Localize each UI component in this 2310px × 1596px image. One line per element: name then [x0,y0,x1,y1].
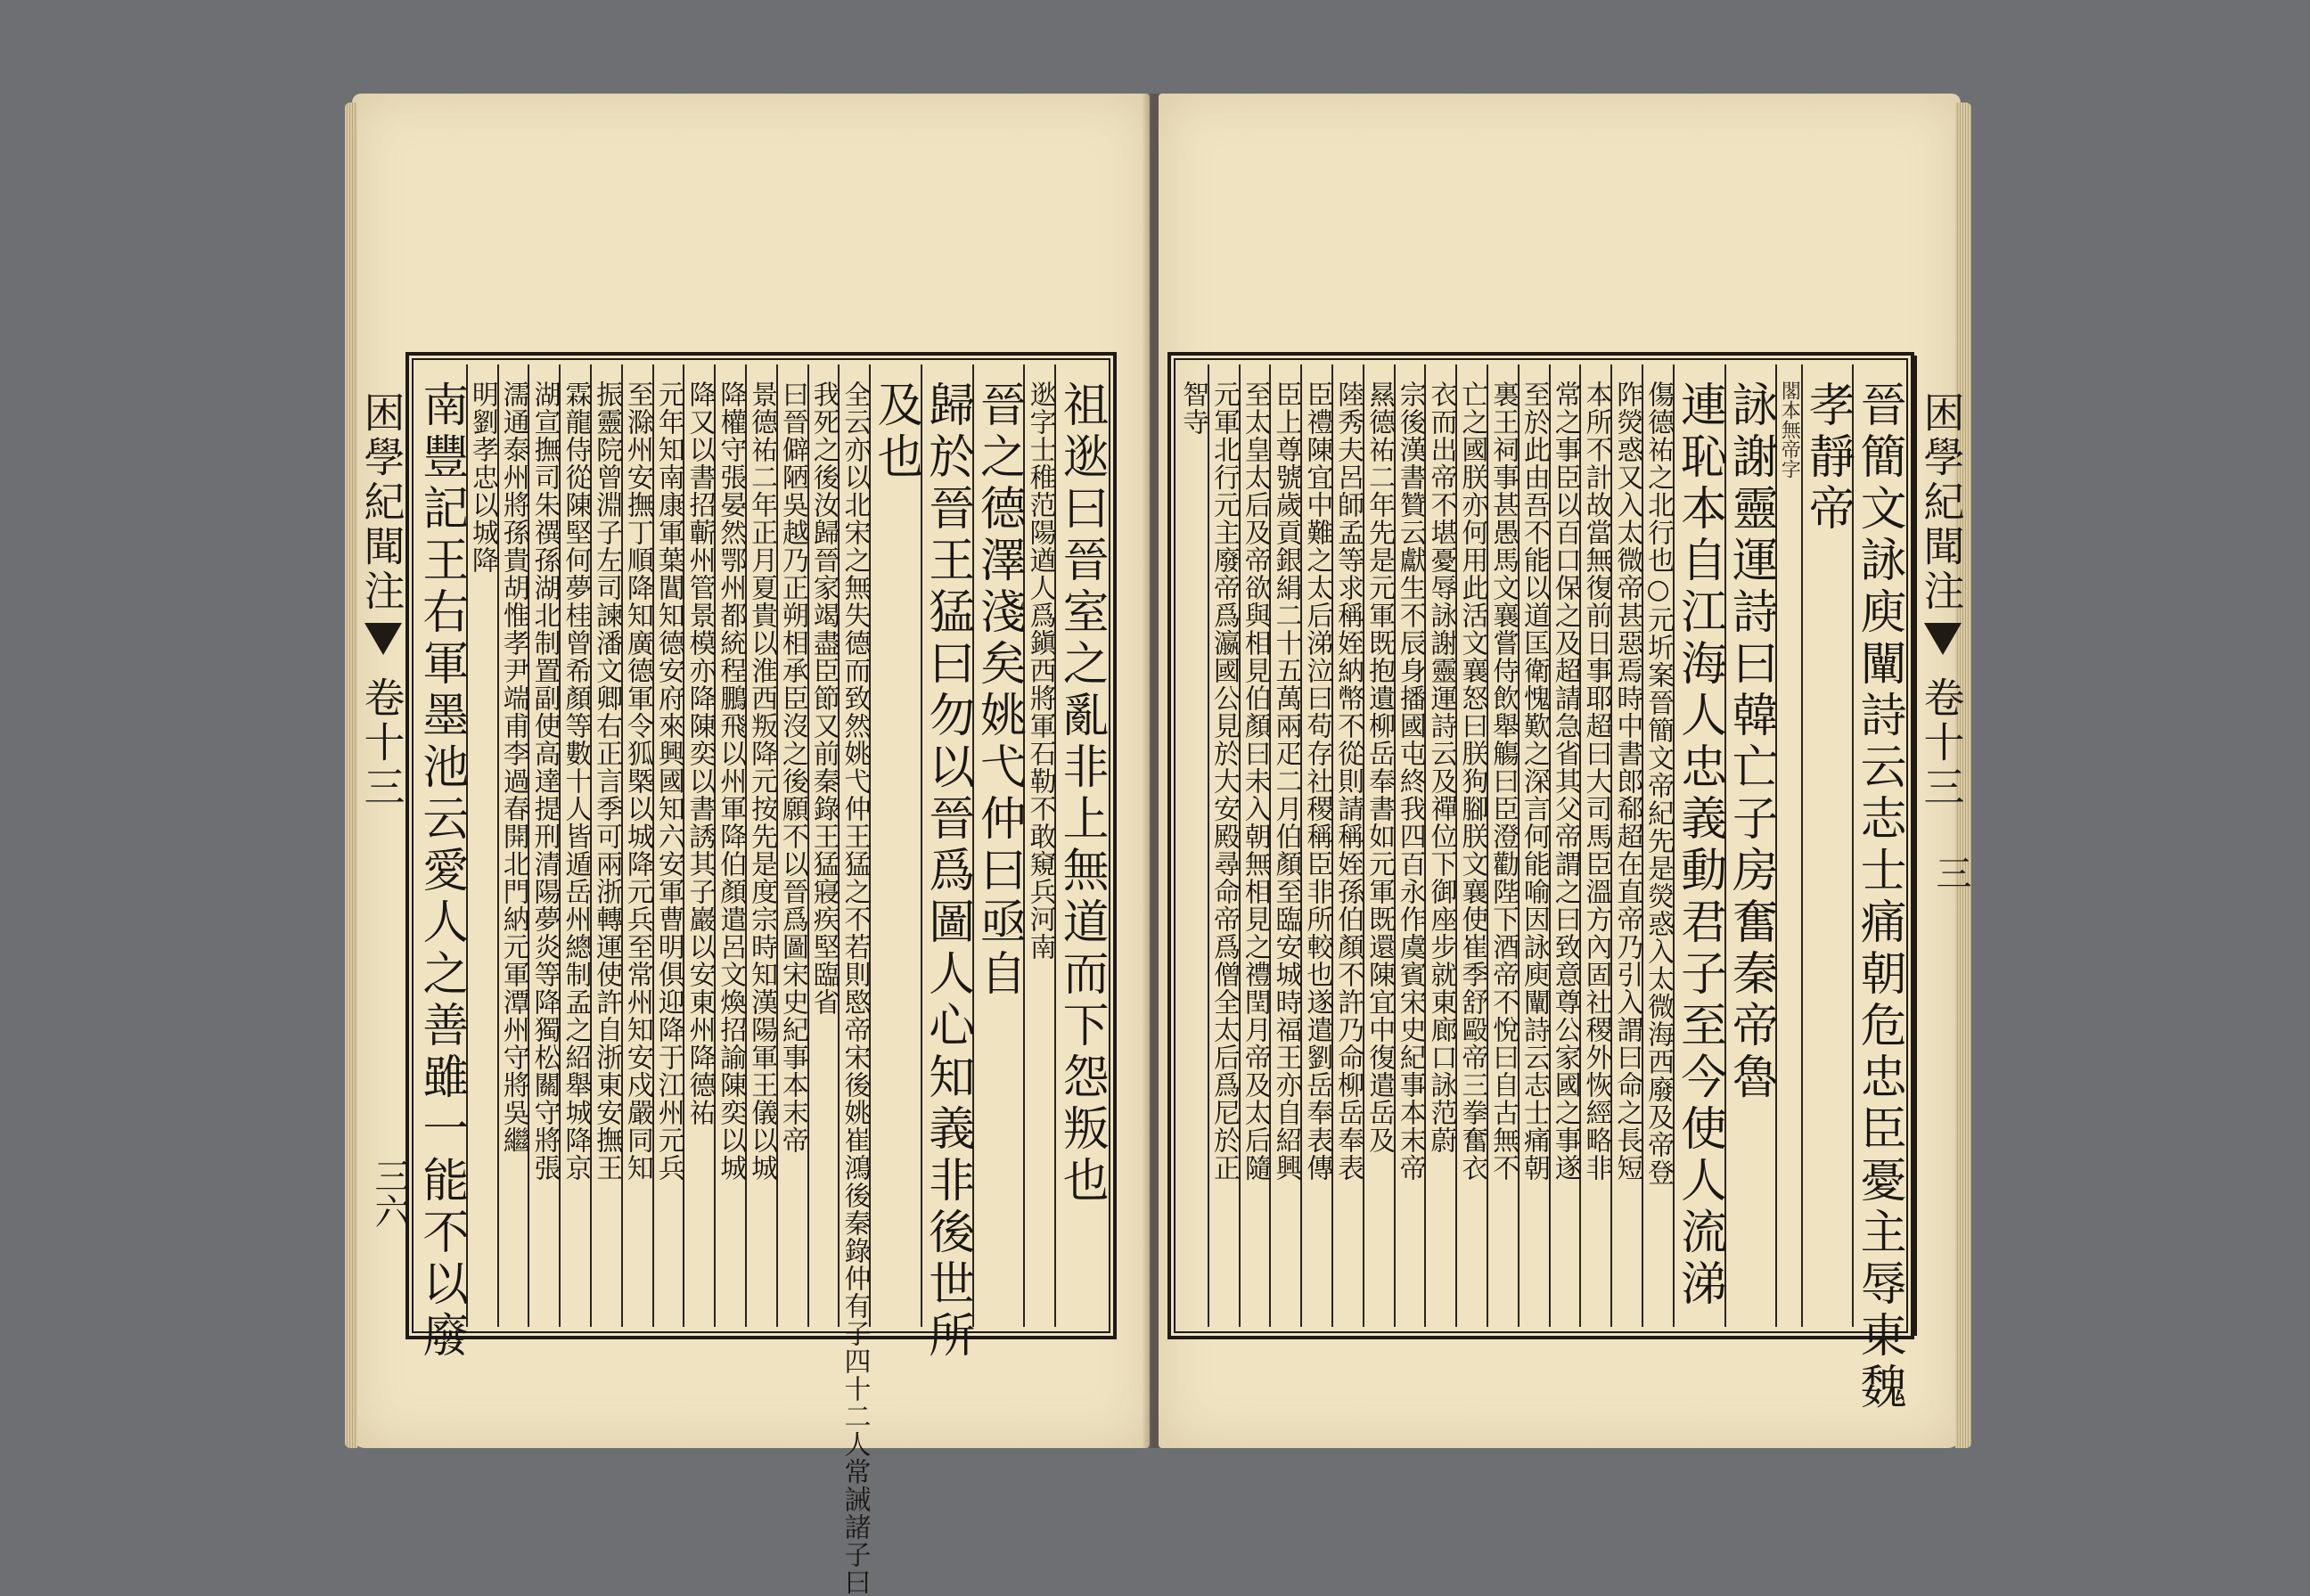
text-column [1518,364,1549,1327]
commentary-text: 傷德祐之北行也○元圻案晉簡文帝紀先是熒惑入太微海西廢及帝登 [1642,381,1675,1186]
commentary-text: 降又以書招蘄州管景模亦降陳奕以書誘其子巖以安東州降德祐 [684,381,716,1126]
text-column [1801,364,1853,1327]
text-column [1054,364,1109,1327]
text-column [972,364,1024,1327]
text-column [1487,364,1518,1327]
right-text-frame [1167,352,1971,1414]
left-banxin [357,356,409,1336]
commentary-text: 本所不計故當無復前日事耶超曰大司馬臣溫方內固社稷外恢經略非 [1580,381,1612,1182]
banxin-volume: 卷十三 [1917,676,1966,810]
commentary-text: 臣上尊號歲貢銀絹二十五萬兩疋二月伯顏至臨安城時福王亦自紹興 [1270,381,1302,1182]
text-column [1178,364,1208,1327]
text-column [1724,364,1776,1327]
text-column [1424,364,1455,1327]
text-column [1300,364,1331,1327]
text-column [745,364,776,1327]
main-text: 孝靜帝 [1800,381,1855,536]
commentary-text: 我死之後汝歸晉家竭盡臣節又前秦錄王猛寢疾堅臨省 [807,381,840,1016]
commentary-text: 振靈院曾淵子左司諫潘文卿右正言季可兩浙轉運使許自浙東安撫王 [591,381,623,1182]
commentary-text: 全云亦以北宋之無失德而致然姚弋仲王猛之不若則愍帝宋後姚崔鴻後秦錄仲有子四十二人常誡諸子曰 [839,381,871,1596]
banxin-title: 困學紀聞注 [1917,391,1966,614]
banxin-volume: 卷十三 [357,676,406,810]
commentary-text: 元年知南康軍葉閶知德安府來興國知六安軍曹明俱迎降于江州元兵 [652,381,684,1182]
right-columns [1177,364,1906,1414]
text-column [683,364,714,1327]
main-text: 歸於晉王猛曰勿以晉爲圖人心知義非後世所 [920,381,974,1363]
commentary-text: 至太皇太后及帝欲與相見伯顏曰未入朝無相見之禮閏月帝及太后隨 [1239,381,1271,1182]
text-column [1455,364,1487,1327]
commentary-text: 霖龍侍從陳堅何夢桂曾希顏等數十人皆遁岳州總制孟之紹舉城降京 [560,381,592,1182]
main-text: 連恥本自江海人忠義動君子至今使人流涕 [1672,381,1726,1311]
text-column [621,364,652,1327]
text-column [838,364,871,1596]
folio-number: 三六 [369,1158,410,1229]
collation-note: 閣本無帝字 [1778,381,1801,479]
right-page [1159,94,1971,1448]
text-column [1775,364,1800,1327]
commentary-text: 阼熒惑又入太微帝甚惡焉時中書郎郗超在直帝乃引入謂曰命之長短 [1611,381,1643,1182]
text-column [869,364,921,1327]
main-text: 及也 [869,381,923,484]
text-column [559,364,590,1327]
text-column [1394,364,1425,1327]
text-column [807,364,839,1327]
commentary-text: 濡通泰州將孫貴胡惟孝尹端甫李過春開北門納元軍潭州守將吳繼 [497,381,529,1154]
text-column [1023,364,1054,1327]
main-text: 南豐記王右軍墨池云愛人之善雖一能不以廢 [414,381,468,1363]
commentary-text: 景德祐二年正月夏貴以淮西叛降元按先是度宗時知漢陽軍王儀以城 [746,381,778,1182]
commentary-text: 亡之國朕亦何用此活文襄怒曰朕狗腳朕文襄使崔季舒毆帝三拳奮衣 [1456,381,1488,1182]
left-page-edge [345,102,357,1448]
text-column [1610,364,1642,1327]
left-columns [414,364,1109,1596]
commentary-text: 㬎德祐二年先是元軍既抱遺柳岳奉書如元軍既還陳宜中復遣岳及 [1363,381,1395,1154]
banxin-title: 困學紀聞注 [357,391,406,614]
main-text: 祖逖曰晉室之亂非上無道而下怨叛也 [1054,381,1109,1207]
commentary-text: 宗後漢書贊云獻生不辰身播國屯終我四百永作虞賓宋史紀事本末帝 [1394,381,1426,1182]
main-text: 晉之德澤淺矣姚弋仲曰亟自 [971,381,1026,1001]
right-banxin [1914,356,1971,1336]
text-column [528,364,559,1327]
commentary-text: 裏王祠事甚愚馬文襄嘗侍飲舉觴曰臣澄勸陛下酒帝不悅曰自古無不 [1487,381,1520,1182]
commentary-text: 至滁州安撫丁順降知廣德軍令狐槩以城降元兵至常州知安戍嚴同知 [621,381,653,1182]
main-text: 晉簡文詠庾闡詩云志士痛朝危忠臣憂主辱東魏 [1852,381,1906,1414]
text-column [1852,364,1906,1414]
commentary-text: 常之事臣以百口保之及超請急省其父帝謂之曰致意尊公家國之事遂 [1549,381,1581,1182]
commentary-text: 臣禮陳宜中難之太后涕泣曰苟存社稷稱臣非所較也遂遣劉岳奉表傳 [1301,381,1333,1182]
left-text-frame [357,352,1117,1596]
text-column [414,364,468,1363]
text-column [1549,364,1580,1327]
commentary-text: 智寺 [1177,381,1209,436]
text-column [590,364,621,1327]
commentary-text: 元軍北行元主廢帝爲瀛國公見於大安殿尋命帝爲僧全太后爲尼於正 [1208,381,1240,1182]
text-column [1331,364,1363,1327]
folio-number: 三 [1930,855,1971,890]
text-column [1579,364,1610,1327]
text-column [776,364,807,1327]
commentary-text: 逖字士稚范陽遒人爲鎭西將軍石勒不敢窺兵河南 [1024,381,1056,961]
commentary-text: 降權守張晏然鄂州都統程鵬飛以州軍降伯顏遣呂文煥招諭陳奕以城 [715,381,747,1182]
commentary-text: 衣而出帝不堪憂辱詠謝靈運詩云及禪位下御座步就東廊口詠范蔚 [1425,381,1457,1154]
text-column [1269,364,1300,1327]
commentary-text: 陸秀夫呂師孟等求稱姪納幣不從則請稱姪孫伯顏不許乃命柳岳奉表 [1332,381,1364,1182]
text-column [714,364,745,1327]
text-column [1239,364,1270,1327]
main-text: 詠謝靈運詩曰韓亡子房奮秦帝魯 [1724,381,1778,1104]
commentary-text: 曰晉僻陋吳越乃正朔相承臣沒之後願不以晉爲圖宋史紀事本末帝 [776,381,808,1154]
open-book [352,94,1971,1596]
text-column [497,364,528,1327]
text-column [1642,364,1673,1327]
text-column [1673,364,1724,1327]
commentary-text: 至於此由吾不能以道匡衛愧歎之深言何能喻因詠庾闡詩云志士痛朝 [1518,381,1550,1182]
commentary-text: 明劉孝忠以城降 [466,381,498,574]
left-page [352,94,1150,1596]
text-column [466,364,497,1327]
text-column [1363,364,1394,1327]
text-column [920,364,974,1363]
text-column [652,364,684,1327]
commentary-text: 湖宣撫司朱禩孫湖北制置副使高達提刑清陽夢炎等降獨松關守將張 [528,381,561,1182]
text-column [1208,364,1239,1327]
